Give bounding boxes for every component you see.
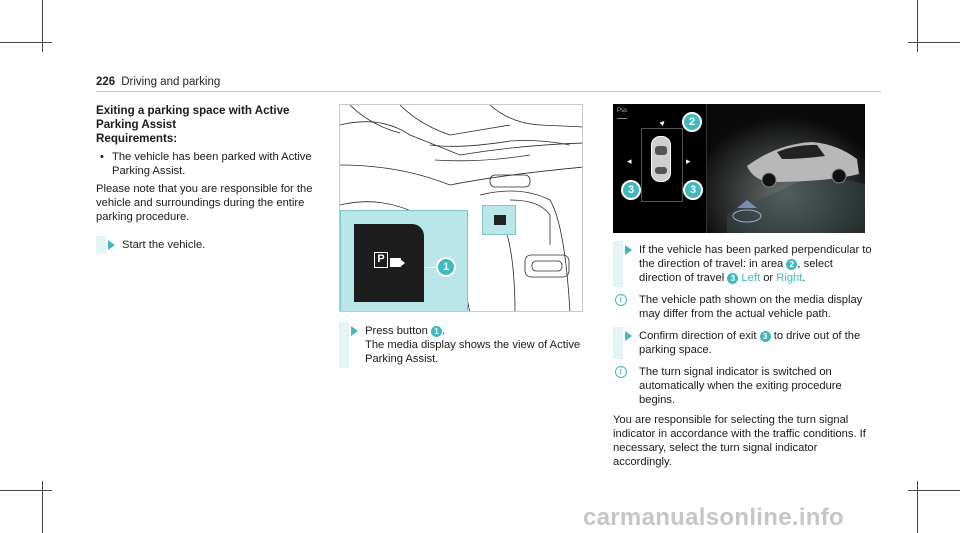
arrow-forward-icon[interactable]: ▲: [656, 116, 669, 129]
page-number: 226: [96, 76, 116, 88]
safety-note: Please note that you are responsible for the vehicle and surroundings during the entire parking procedure.: [96, 183, 313, 223]
info-icon: i: [615, 366, 627, 378]
step-result-text: The media display shows the view of Active Parking Assist.: [365, 339, 581, 365]
instruction-step: [613, 327, 873, 359]
callout-badge-2: 2: [682, 112, 702, 132]
screen-label: Pss: [617, 108, 628, 114]
left-column: [96, 104, 321, 254]
crop-mark: [42, 481, 43, 533]
callout-badge-1: 1: [436, 257, 456, 277]
step-text: Press button: [365, 325, 428, 337]
crop-mark: [908, 490, 960, 491]
middle-column: [339, 322, 589, 368]
step-text: Start the vehicle.: [122, 239, 206, 251]
right-option-link[interactable]: Right: [776, 272, 803, 284]
highlight-panel: [340, 210, 468, 312]
requirements-label: Requirements:: [96, 132, 178, 145]
instruction-step: [613, 241, 873, 287]
arrow-right-icon[interactable]: ▸: [686, 156, 691, 166]
crop-mark: [0, 490, 52, 491]
step-bar: [613, 241, 623, 287]
camera-lens-icon: [400, 259, 405, 267]
step-bar: [613, 327, 623, 359]
reference-badge: 3: [727, 273, 738, 284]
crop-mark: [908, 42, 960, 43]
section-heading: Exiting a parking space with Active Parking Assist: [96, 104, 290, 131]
parking-button: [354, 224, 424, 302]
note-text: The vehicle path shown on the media display may differ from the actual vehicle path.: [639, 294, 863, 320]
callout-badge-3-right: 3: [683, 180, 703, 200]
watermark: carmanualsonline.info: [583, 504, 845, 531]
step-text: , select direction of travel: [639, 258, 833, 284]
instruction-step: [96, 236, 321, 254]
note-text: The turn signal indicator is switched on automatically when the exiting procedure begins.: [639, 366, 842, 406]
button-location-icon: [494, 215, 506, 225]
info-icon: i: [615, 294, 627, 306]
instruction-step: [339, 322, 589, 368]
step-text: or: [763, 272, 774, 284]
arrow-left-icon[interactable]: ◂: [627, 156, 632, 166]
section-title: Driving and parking: [121, 76, 221, 88]
header-rule: [96, 91, 881, 92]
requirement-text: The vehicle has been parked with Active Parking Assist.: [112, 151, 312, 177]
reference-badge: 2: [786, 259, 797, 270]
step-text: to drive out of the parking space.: [639, 330, 861, 356]
step-arrow-icon: [625, 331, 632, 341]
crop-mark: [917, 481, 918, 533]
parking-p-icon: P: [374, 252, 388, 268]
step-bar: [339, 322, 349, 368]
responsibility-paragraph: You are responsible for selecting the turn signal indicator in accordance with the traffic conditions. If necessary, select the turn signal indicator accordingly.: [613, 414, 866, 468]
button-location-highlight: [482, 205, 516, 235]
camera-view-car-image: [707, 104, 865, 233]
step-punctuation: .: [441, 325, 446, 337]
crop-mark: [0, 42, 52, 43]
crop-mark: [42, 0, 43, 52]
screen-divider: [617, 118, 627, 119]
step-bar: [96, 236, 106, 254]
page-header: [96, 76, 220, 88]
bullet-dot-icon: •: [100, 151, 104, 163]
info-note: [613, 293, 873, 321]
callout-badge-3-left: 3: [621, 180, 641, 200]
step-arrow-icon: [625, 245, 632, 255]
info-note: [613, 365, 873, 407]
media-display-illustration: [613, 104, 865, 233]
step-punctuation: .: [802, 272, 806, 284]
left-option-link[interactable]: Left: [741, 272, 761, 284]
vehicle-zone: [641, 128, 683, 202]
reference-badge: 3: [760, 331, 771, 342]
step-text: If the vehicle has been parked perpendicular to the direction of travel: in area: [639, 244, 872, 270]
reference-badge: 1: [431, 326, 442, 337]
requirement-item: [96, 150, 321, 178]
console-illustration: [339, 104, 583, 312]
step-arrow-icon: [351, 326, 358, 336]
crop-mark: [917, 0, 918, 52]
step-text: Confirm direction of exit: [639, 330, 757, 342]
right-column: [613, 241, 873, 475]
step-arrow-icon: [108, 240, 115, 250]
